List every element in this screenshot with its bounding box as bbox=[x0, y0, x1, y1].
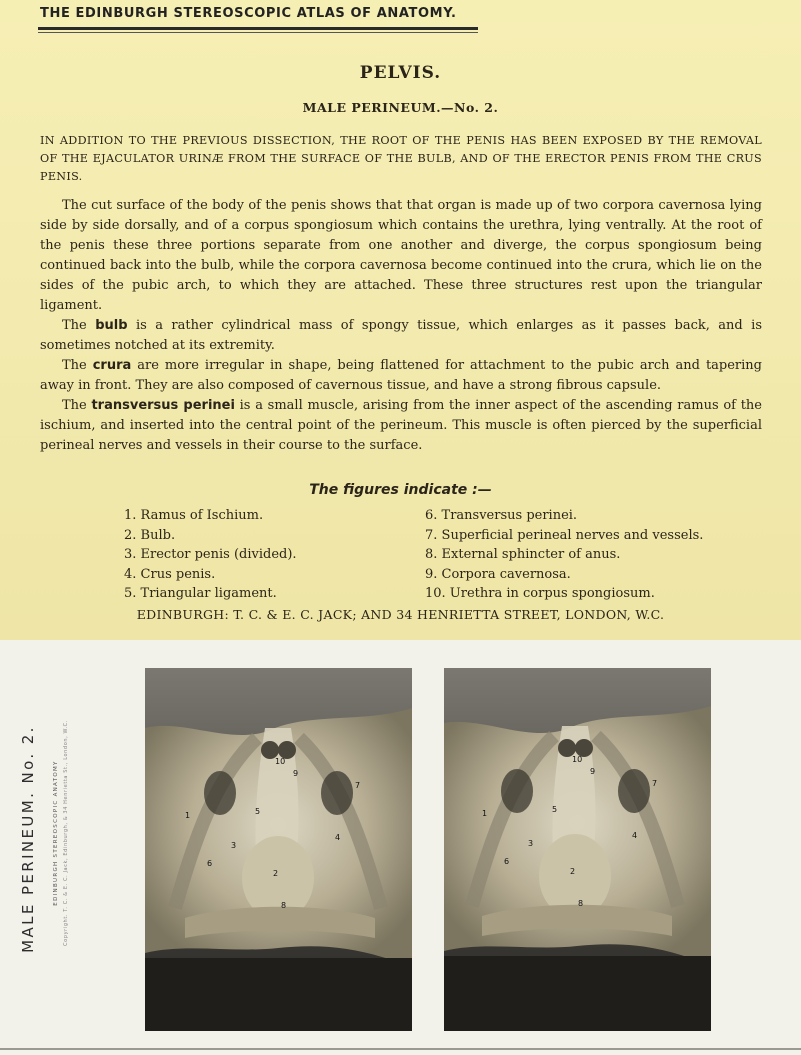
legend-item: 8. External sphincter of anus. bbox=[425, 547, 621, 562]
stereo-photo-right bbox=[444, 668, 711, 1031]
photo-label-2: 2 bbox=[273, 869, 279, 878]
legend-item: 4. Crus penis. bbox=[124, 566, 216, 582]
legend-item: 7. Superficial perineal nerves and vessels. bbox=[425, 527, 704, 543]
term-crura: crura bbox=[92, 358, 132, 373]
photo-label-7: 7 bbox=[652, 779, 658, 788]
legend-item: 6. Transversus perinei. bbox=[425, 508, 578, 523]
legend-item: 3. Erector penis (divided). bbox=[124, 547, 297, 562]
legend-item: 9. Corpora cavernosa. bbox=[425, 566, 571, 582]
card-bottom-edge bbox=[0, 1048, 801, 1050]
photo-label-4: 4 bbox=[335, 833, 341, 842]
page-subtitle: MALE PERINEUM.—No. 2. bbox=[302, 100, 499, 115]
atlas-header: THE EDINBURGH STEREOSCOPIC ATLAS OF ANATOMY. bbox=[40, 6, 457, 21]
header-rule-thin bbox=[38, 32, 478, 33]
paragraph-transversus: The transversus perinei is a small muscle, arising from the inner aspect of the ascending ramus of the ischium, and inserted into the central point of the perineum. This muscle is often pierced by the superficial perineal nerves and vessels in their course to the surface. bbox=[40, 398, 762, 453]
photo-label-5: 5 bbox=[255, 807, 261, 816]
photo-label-10: 10 bbox=[275, 757, 286, 766]
page-title: PELVIS. bbox=[359, 63, 442, 83]
legend-item: 10. Urethra in corpus spongiosum. bbox=[425, 586, 655, 601]
term-transversus: transversus perinei bbox=[91, 398, 235, 413]
photo-label-1: 1 bbox=[185, 811, 191, 820]
publisher-imprint: EDINBURGH: T. C. & E. C. JACK; AND 34 HENRIETTA STREET, LONDON, W.C. bbox=[136, 607, 665, 622]
stereo-photo-left bbox=[145, 668, 412, 1031]
photo-label-1: 1 bbox=[482, 809, 488, 818]
photo-label-2: 2 bbox=[570, 867, 576, 876]
photo-label-8: 8 bbox=[281, 901, 287, 910]
photo-label-6: 6 bbox=[207, 859, 213, 868]
card-spine-label: MALE PERINEUM. No. 2. bbox=[19, 725, 37, 953]
header-rule bbox=[38, 27, 478, 30]
paragraph-bulb: The bulb is a rather cylindrical mass of spongy tissue, which enlarges as it passes back, and is sometimes notched at its extremity. bbox=[40, 318, 763, 353]
photo-label-3: 3 bbox=[231, 841, 237, 850]
card-spine-series: EDINBURGH STEREOSCOPIC ANATOMY bbox=[53, 760, 59, 906]
legend-item: 2. Bulb. bbox=[124, 527, 176, 543]
photo-label-9: 9 bbox=[293, 769, 299, 778]
card-copyright: Copyright. T. C. & E. C. Jack, Edinburgh, & 34 Henrietta St., London, W.C. bbox=[63, 720, 69, 946]
paragraph-crura: The crura are more irregular in shape, being flattened for attachment to the pubic arch and tapering away in front. They are also composed of cavernous tissue, and have a strong fibrous capsule. bbox=[40, 358, 763, 393]
description-body bbox=[40, 196, 762, 456]
legend-item: 5. Triangular ligament. bbox=[124, 586, 277, 601]
photo-label-10: 10 bbox=[572, 755, 583, 764]
photo-label-3: 3 bbox=[528, 839, 534, 848]
photo-label-4: 4 bbox=[632, 831, 638, 840]
intro-paragraph: IN ADDITION TO THE PREVIOUS DISSECTION, THE ROOT OF THE PENIS HAS BEEN EXPOSED BY THE REMOVAL OF THE EJACULATOR URINÆ FROM THE SURFACE OF THE BULB, AND OF THE ERECTOR PENIS FROM THE CRUS PENIS. bbox=[40, 134, 762, 183]
legend-left-column bbox=[124, 506, 297, 604]
term-bulb: bulb bbox=[95, 318, 128, 333]
photo-label-6: 6 bbox=[504, 857, 510, 866]
photo-label-5: 5 bbox=[552, 805, 558, 814]
photo-label-7: 7 bbox=[355, 781, 361, 790]
legend-right-column bbox=[425, 506, 703, 604]
photo-label-8: 8 bbox=[578, 899, 584, 908]
photo-label-9: 9 bbox=[590, 767, 596, 776]
legend-item: 1. Ramus of Ischium. bbox=[124, 508, 264, 523]
figures-heading: The figures indicate :— bbox=[309, 482, 492, 498]
paragraph-1: The cut surface of the body of the penis shows that that organ is made up of two corpora cavernosa lying side by side dorsally, and of a corpus spongiosum which contains the urethra, lying ventrally. At the root of the penis these three portions separate from one another and diverge, the corpus spongiosum being continued back into the bulb, while the corpora cavernosa become continued into the crura, which lie on the sides of the pubic arch, to which they are attached. These three structures rest upon the triangular ligament. bbox=[40, 198, 762, 313]
